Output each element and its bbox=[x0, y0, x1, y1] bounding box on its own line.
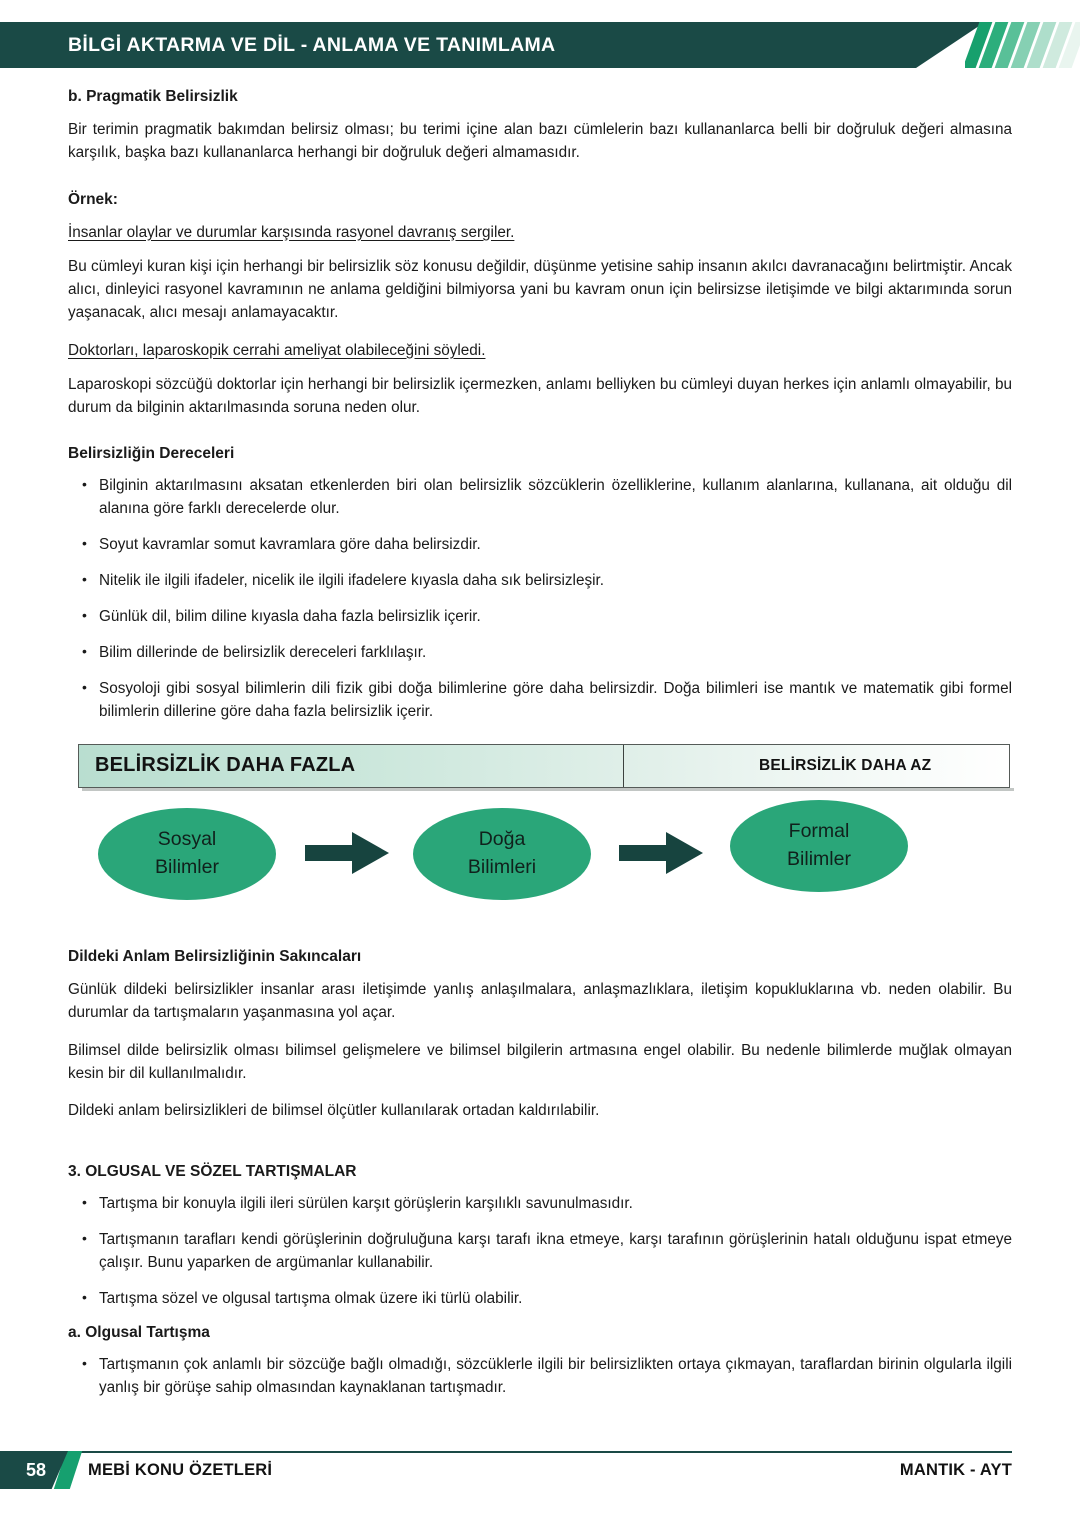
list-item: • Bilim dillerinde de belirsizlik dereceleri farklılaşır. bbox=[68, 642, 1012, 665]
paragraph-pragmatik: Bir terimin pragmatik bakımdan belirsiz olması; bu terimi içine alan bazı cümlelerin bazı kullananlarca belli bir doğruluk değeri almasına karşılık, başka bazı kullananlarca herhangi bir doğruluk değeri almamasıdır. bbox=[68, 121, 1012, 162]
banner-shadow bbox=[82, 788, 1014, 791]
node-label-line1: Doğa bbox=[478, 828, 526, 851]
document-content-tartismalar bbox=[68, 1163, 1012, 1413]
list-item: • Günlük dil, bilim diline kıyasla daha fazla belirsizlik içerir. bbox=[68, 606, 1012, 629]
list-belirsizligin-dereceleri bbox=[68, 475, 1012, 724]
list-item: • Tartışmanın çok anlamlı bir sözcüğe bağlı olmadığı, sözcüklerle ilgili bir belirsizlikten ortaya çıkmayan, taraflardan birinin olgularla ilgili yanlış bir görüşe sahip olmasından kaynaklanan tartışmadır. bbox=[68, 1354, 1012, 1400]
heading-olgusal-tartisma: a. Olgusal Tartışma bbox=[68, 1323, 210, 1341]
arrow-icon bbox=[305, 830, 389, 876]
document-content bbox=[68, 88, 1012, 737]
paragraph-sakincalar-3: Dildeki anlam belirsizlikleri de bilimsel ölçütler kullanılarak ortadan kaldırılabilir. bbox=[68, 1102, 600, 1119]
example-sentence-2: Doktorları, laparoskopik cerrahi ameliyat olabileceğini söyledi. bbox=[68, 341, 486, 359]
example-sentence-1: İnsanlar olaylar ve durumlar karşısında rasyonel davranış sergiler. bbox=[68, 223, 515, 241]
list-olgusal-tartisma bbox=[68, 1354, 1012, 1400]
spectrum-banner bbox=[78, 744, 1010, 788]
heading-olgusal-ve-sozel-tartismalar: 3. OLGUSAL VE SÖZEL TARTIŞMALAR bbox=[68, 1163, 357, 1180]
label-belirsizlik-daha-fazla: BELİRSİZLİK DAHA FAZLA bbox=[95, 754, 356, 776]
list-item: • Bilginin aktarılmasını aksatan etkenlerden biri olan belirsizlik sözcüklerin özelliklerine, kullanım alanlarına, kullanana, ait olduğu dil alanına göre farklı derecelerde olur. bbox=[68, 475, 1012, 521]
node-label-line2: Bilimler bbox=[155, 856, 219, 878]
paragraph-sakincalar-2: Bilimsel dilde belirsizlik olması bilimsel gelişmelere ve bilimsel bilgilerin artmasına engel olabilir. Bu nedenle bilimlerde muğlak olmayan kesin bir dil kullanılmalıdır. bbox=[68, 1041, 1012, 1082]
heading-pragmatik-belirsizlik: b. Pragmatik Belirsizlik bbox=[68, 88, 238, 105]
paragraph-sakincalar-1: Günlük dildeki belirsizlikler insanlar arası iletişimde yanlış anlaşılmalara, anlaşmazlıklara, iletişim kopukluklarına vb. neden olabilir. Bu durumlar da tartışmaların yaşanmasına yol açar. bbox=[68, 981, 1012, 1022]
paragraph-explanation-1: Bu cümleyi kuran kişi için herhangi bir belirsizlik söz konusu değildir, düşünme yetisine sahip insanın akılcı davranacağını belirtmiştir. Ancak alıcı, dinleyici rasyonel kavramının ne anlama geldiğini bilmiyorsa yani bu kavram onun için belirsizse iletişimde ve bilgi aktarımında sorun yaşanacak, alıcı mesajı anlamayacaktır. bbox=[68, 257, 1012, 322]
list-item: • Sosyoloji gibi sosyal bilimlerin dili fizik gibi doğa bilimlerine göre daha belirsizdir. Doğa bilimleri ise mantık ve matematik gibi formel bilimlerin dillerine göre daha fazla belirsizlik içerir. bbox=[68, 678, 1012, 724]
label-belirsizlik-daha-az: BELİRSİZLİK DAHA AZ bbox=[759, 757, 932, 774]
list-item: • Nitelik ile ilgili ifadeler, nicelik ile ilgili ifadelere kıyasla daha sık belirsizleşir. bbox=[68, 570, 1012, 593]
node-doga-bilimleri bbox=[413, 808, 591, 900]
list-item: • Tartışma sözel ve olgusal tartışma olmak üzere iki türlü olabilir. bbox=[68, 1288, 1012, 1311]
heading-belirsizligin-dereceleri: Belirsizliğin Dereceleri bbox=[68, 445, 235, 463]
list-tartismalar bbox=[68, 1193, 1012, 1311]
list-item: • Tartışmanın tarafları kendi görüşlerinin doğruluğuna karşı tarafı ikna etmeye, karşı tarafının görüşlerinin hatalı olduğunu ispat etmeye çalışır. Bunu yaparken de argümanlar kullanabilir. bbox=[68, 1229, 1012, 1275]
list-item: • Tartışma bir konuyla ilgili ileri sürülen karşıt görüşlerin karşılıklı savunulmasıdır. bbox=[68, 1193, 1012, 1216]
page-footer bbox=[0, 1443, 1080, 1493]
footer-subject-label: MANTIK - AYT bbox=[899, 1461, 1012, 1479]
document-content-lower bbox=[68, 948, 1012, 1136]
header-stripes-decoration bbox=[965, 22, 1080, 68]
page-number: 58 bbox=[25, 1460, 47, 1480]
node-label-line2: Bilimleri bbox=[467, 856, 537, 878]
page-title: BİLGİ AKTARMA VE DİL - ANLAMA VE TANIMLAMA bbox=[68, 34, 556, 56]
node-label-line2: Bilimler bbox=[787, 848, 851, 870]
heading-ornek: Örnek: bbox=[68, 190, 118, 208]
node-sosyal-bilimler bbox=[98, 808, 276, 900]
node-label-line1: Sosyal bbox=[157, 828, 217, 851]
arrow-icon bbox=[619, 830, 703, 876]
paragraph-explanation-2: Laparoskopi sözcüğü doktorlar için herhangi bir belirsizlik içermezken, anlamı belliyken bu cümleyi duyan herkes için anlamlı olmayabilir, bu durum da bilginin aktarılmasında soruna neden olur. bbox=[68, 375, 1012, 416]
diagram-nodes bbox=[68, 800, 1012, 920]
heading-sakincalar: Dildeki Anlam Belirsizliğinin Sakıncaları bbox=[68, 948, 362, 965]
uncertainty-spectrum-diagram bbox=[68, 740, 1012, 920]
page-header bbox=[0, 22, 1080, 68]
list-item: • Soyut kavramlar somut kavramlara göre daha belirsizdir. bbox=[68, 534, 1012, 557]
node-label-line1: Formal bbox=[788, 820, 850, 843]
footer-publisher-label: MEBİ KONU ÖZETLERİ bbox=[88, 1461, 273, 1479]
node-formal-bilimler bbox=[730, 800, 908, 892]
